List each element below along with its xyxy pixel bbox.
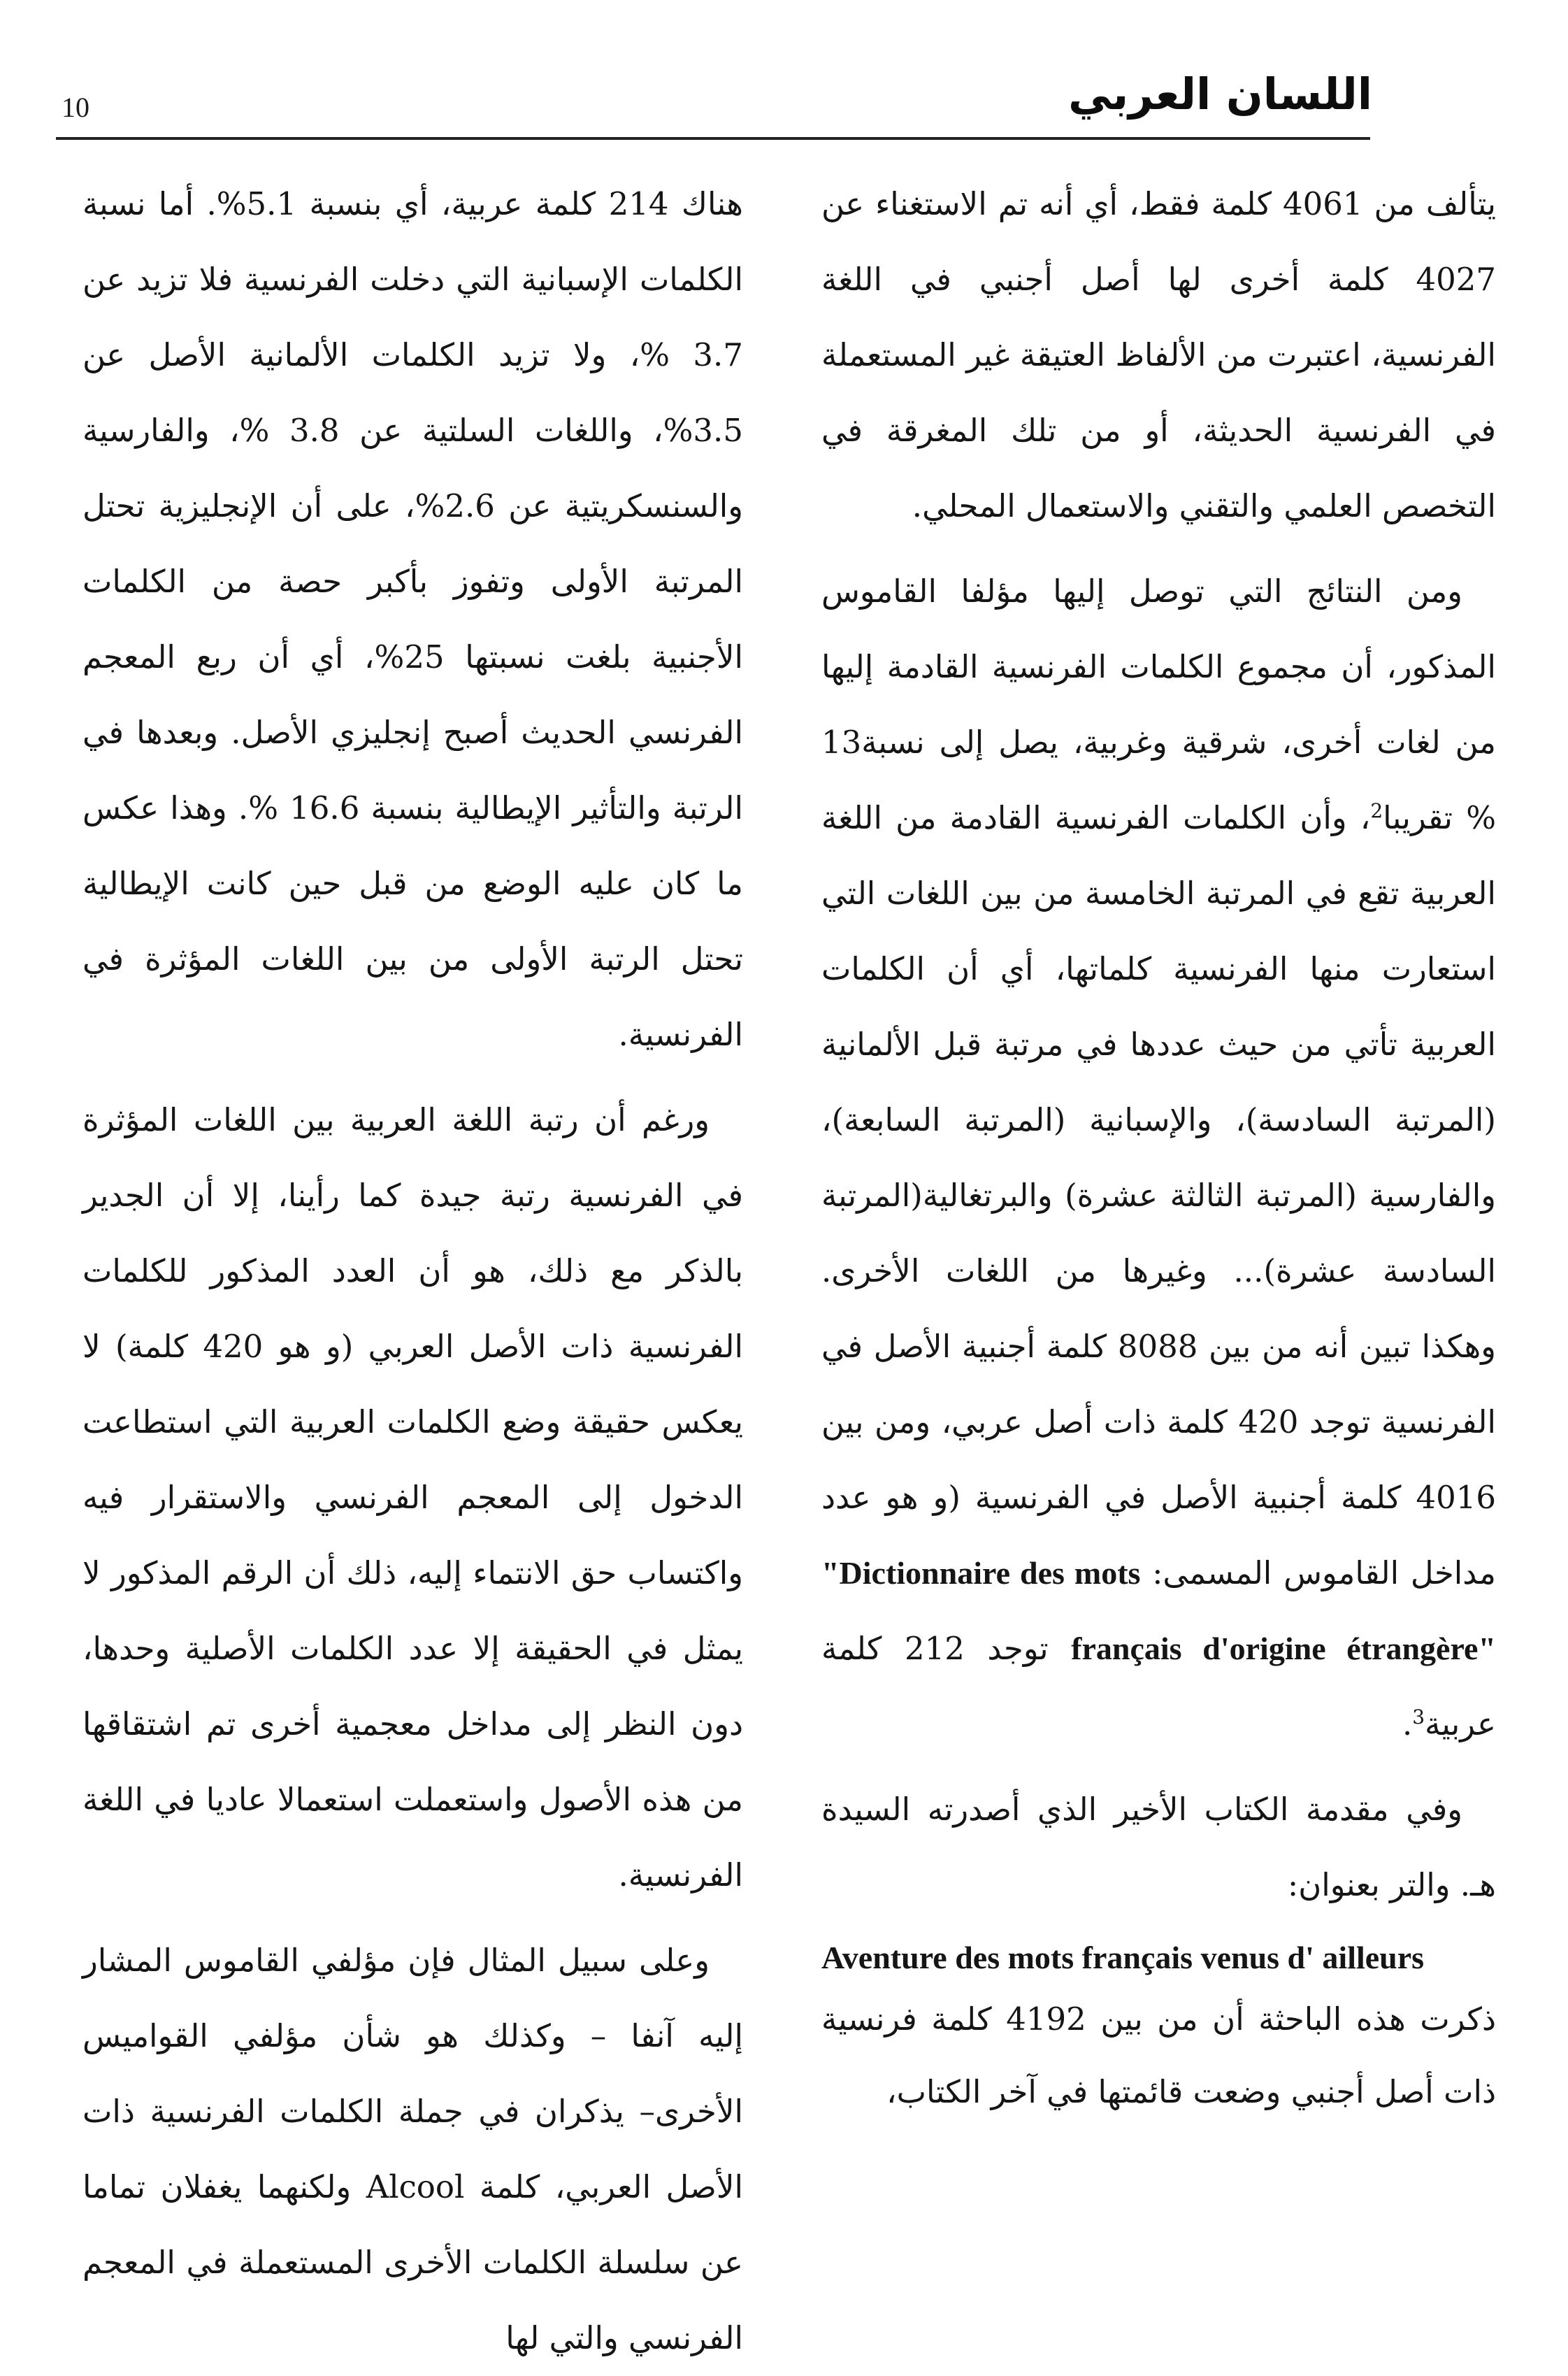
page-header <box>0 0 1568 147</box>
book-title-latin: Aventure des mots français venus d' ailleurs <box>821 1940 1425 1975</box>
paragraph-text: توجد 212 كلمة عربية <box>821 1630 1496 1742</box>
journal-title: اللسان العربي <box>1068 69 1372 120</box>
paragraph: هناك 214 كلمة عربية، أي بنسبة 5.1%. أما نسبة الكلمات الإسبانية التي دخلت الفرنسية فلا تزيد عن 3.7 %، ولا تزيد الكلمات الألمانية الأصل عن 3.5%، واللغات السلتية عن 3.8 %، والفارسية والسنسكريتية عن 2.6%، على أن الإنجليزية تحتل المرتبة الأولى وتفوز بأكبر حصة من الكلمات الأجنبية بلغت نسبتها 25%، أي أن ربع المعجم الفرنسي الحديث أصبح إنجليزي الأصل. وبعدها في الرتبة والتأثير الإيطالية بنسبة 16.6 %. وهذا عكس ما كان عليه الوضع من قبل حين كانت الإيطالية تحتل الرتبة الأولى من بين اللغات المؤثرة في الفرنسية. <box>82 185 744 1053</box>
paragraph: يتألف من 4061 كلمة فقط، أي أنه تم الاستغناء عن 4027 كلمة أخرى لها أصل أجنبي في اللغة الفرنسية، اعتبرت من الألفاظ العتيقة غير المستعملة في الفرنسية الحديثة، أو من تلك المغرقة في التخصص العلمي والتقني والاستعمال المحلي. <box>821 185 1497 524</box>
paragraph: ورغم أن رتبة اللغة العربية بين اللغات المؤثرة في الفرنسية رتبة جيدة كما رأينا، إلا أن الجدير بالذكر مع ذلك، هو أن العدد المذكور للكلمات الفرنسية ذات الأصل العربي (و هو 420 كلمة) لا يعكس حقيقة وضع الكلمات العربية التي استطاعت الدخول إلى المعجم الفرنسي والاستقرار فيه واكتساب حق الانتماء إليه، ذلك أن الرقم المذكور لا يمثل في الحقيقة إلا عدد الكلمات الأصلية وحدها، دون النظر إلى مداخل معجمية أخرى تم اشتقاقها من هذه الأصول واستعملت استعمالا عاديا في اللغة الفرنسية. <box>82 1101 743 1894</box>
paragraph: وعلى سبيل المثال فإن مؤلفي القاموس المشار إليه آنفا – وكذلك هو شأن مؤلفي القواميس الأخرى– يذكران في جملة الكلمات الفرنسية ذات الأصل العربي، كلمة Alcool ولكنهما يغفلان تماما عن سلسلة الكلمات الأخرى المستعملة في المعجم الفرنسي والتي لها <box>82 1942 743 2356</box>
right-column <box>821 166 1496 2124</box>
paragraph-text: ، وأن الكلمات الفرنسية القادمة من اللغة العربية تقع في المرتبة الخامسة من بين اللغات التي استعارت منها الفرنسية كلماتها، أي أن الكلمات العربية تأتي من حيث عددها في مرتبة قبل الألمانية (المرتبة السادسة)، والإسبانية (المرتبة السابعة)، والفارسية (المرتبة الثالثة عشرة) والبرتغالية(المرتبة السادسة عشرة)... وغيرها من اللغات الأخرى. وهكذا تبين أنه من بين 8088 كلمة أجنبية الأصل في الفرنسية توجد 420 كلمة ذات أصل عربي، ومن بين 4016 كلمة أجنبية الأصل في الفرنسية (و هو عدد مداخل القاموس المسمى: <box>821 799 1497 1591</box>
paragraph: ذكرت هذه الباحثة أن من بين 4192 كلمة فرنسية ذات أصل أجنبي وضعت قائمتها في آخر الكتاب، <box>821 2001 1496 2110</box>
footnote-ref: 2 <box>1370 799 1383 822</box>
book-title-latin: "Dictionnaire des mots français d'origine étrangère" <box>821 1555 1497 1666</box>
left-column <box>82 166 744 2356</box>
page-number: 10 <box>62 92 89 123</box>
footnote-ref: 3 <box>1412 1705 1425 1729</box>
paragraph-text: . <box>1402 1705 1413 1742</box>
paragraph: وفي مقدمة الكتاب الأخير الذي أصدرته السيدة هـ. والتر بعنوان: <box>821 1791 1496 1903</box>
header-rule <box>56 137 1370 140</box>
paragraph <box>821 554 1496 1762</box>
paragraph-text: ومن النتائج التي توصل إليها مؤلفا القاموس المذكور، أن مجموع الكلمات الفرنسية القادمة إليها من لغات أخرى، شرقية وغربية، يصل إلى نسبة13 % تقريبا <box>821 573 1496 836</box>
